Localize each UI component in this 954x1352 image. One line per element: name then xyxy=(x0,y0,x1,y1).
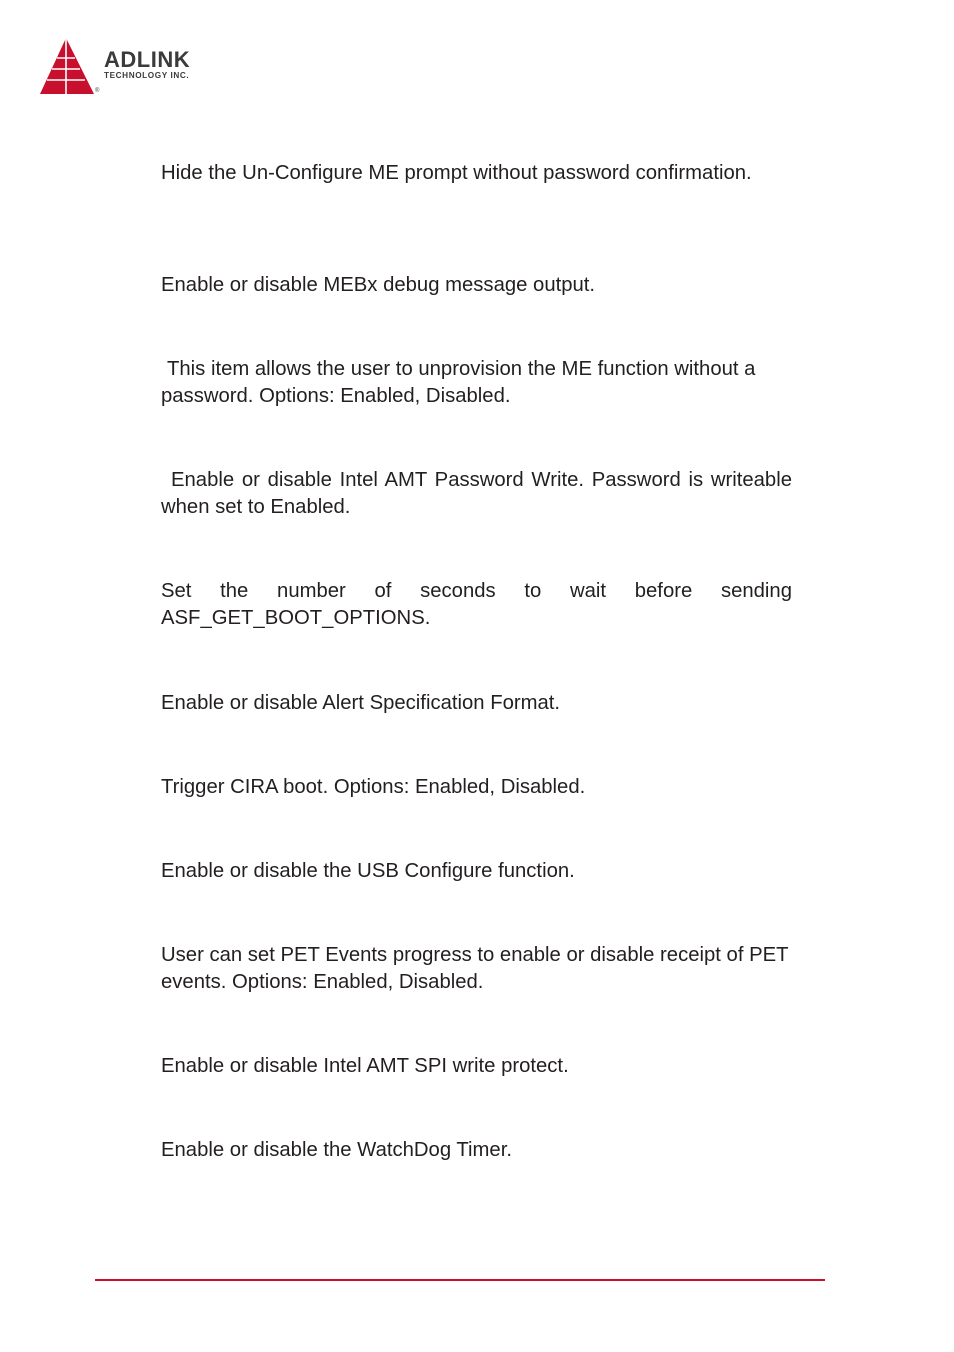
paragraph-spi-write-protect: Enable or disable Intel AMT SPI write protect. xyxy=(161,1055,569,1077)
logo-subtitle: TECHNOLOGY INC. xyxy=(104,71,190,80)
paragraph-unprovision: This item allows the user to unprovision the ME function without a password. Options: Enabled, Disabled. xyxy=(161,358,756,407)
paragraph-watchdog-timer: Enable or disable the WatchDog Timer. xyxy=(161,1139,512,1161)
footer-divider xyxy=(95,1279,825,1281)
paragraph-cira-boot: Trigger CIRA boot. Options: Enabled, Disabled. xyxy=(161,776,586,798)
paragraph-mebx-debug: Enable or disable MEBx debug message output. xyxy=(161,274,596,296)
logo-registered-mark: ® xyxy=(95,88,100,94)
logo-wordmark: ADLINK xyxy=(104,47,191,72)
adlink-triangle-icon xyxy=(38,36,98,98)
paragraph-pet-events: User can set PET Events progress to enable or disable receipt of PET events. Options: Enabled, Disabled. xyxy=(161,944,789,993)
adlink-logo xyxy=(38,36,238,98)
paragraph-asf-boot-options: Set the number of seconds to wait before sending ASF_GET_BOOT_OPTIONS. xyxy=(161,580,792,629)
paragraph-alert-specification: Enable or disable Alert Specification Format. xyxy=(161,692,561,714)
paragraph-hide-unconfigure-me: Hide the Un-Configure ME prompt without password confirmation. xyxy=(161,162,752,184)
paragraph-amt-password-write: Enable or disable Intel AMT Password Write. Password is writeable when set to Enabled. xyxy=(161,469,792,518)
paragraph-usb-configure: Enable or disable the USB Configure function. xyxy=(161,860,575,882)
